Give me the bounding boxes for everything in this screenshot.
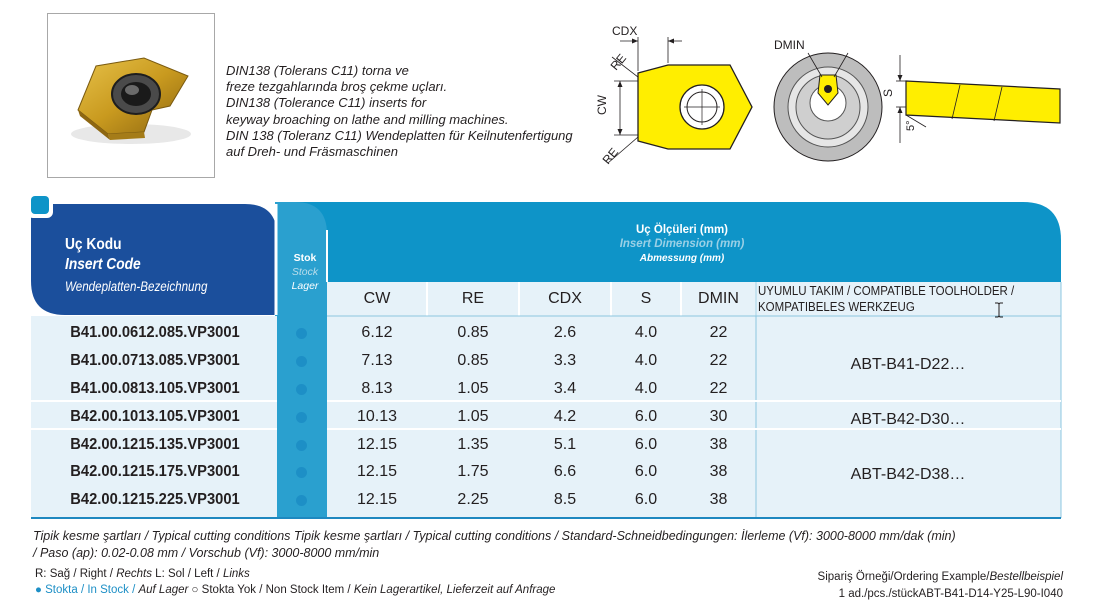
dimension-cell-cdx: 6.6: [553, 463, 577, 480]
ordering-example-code: 1 ad./pcs./stückABT-B41-D14-Y25-L90-I040: [838, 588, 1063, 600]
dimension-cell-cdx: 3.4: [553, 380, 577, 397]
dimension-cell-dmin: 22: [709, 324, 728, 341]
in-stock-dot-icon: [296, 384, 307, 395]
dmin-label: DMIN: [774, 38, 805, 52]
dimension-cell-s: 6.0: [634, 408, 658, 425]
toolholder-header-line: KOMPATIBELES WERKZEUG: [758, 300, 915, 314]
product-photo: [47, 13, 215, 178]
legend-text: ● Stokta / In Stock /: [35, 584, 139, 596]
dimension-cell-re: 1.05: [457, 380, 489, 397]
legend-direction: [35, 568, 250, 580]
dimension-cell-s: 4.0: [634, 352, 658, 369]
dimension-cell-re: 0.85: [457, 352, 489, 369]
cutting-conditions-line: Tipik kesme şartları / Typical cutting conditions Tipik kesme şartları / Typical cutting conditions / Standard-Schneidbedingungen: İlerleme (Vf): 3000-8000 mm/dak (min): [33, 529, 956, 543]
dimension-cell-dmin: 22: [709, 380, 728, 397]
toolholder-header-line: UYUMLU TAKIM / COMPATIBLE TOOLHOLDER /: [758, 284, 1015, 298]
dimension-cell-dmin: 38: [709, 463, 728, 480]
code-header-tr: Uç Kodu: [65, 236, 122, 253]
dimension-cell-s: 4.0: [634, 324, 658, 341]
insert-code-cell: B42.00.1215.135.VP3001: [70, 436, 240, 453]
in-stock-dot-icon: [296, 440, 307, 451]
dimension-header-de: Abmessung (mm): [639, 253, 725, 264]
legend-text: Kein Lagerartikel, Lieferzeit auf Anfrage: [353, 584, 556, 596]
insert-code-cell: B42.00.1215.175.VP3001: [70, 463, 240, 480]
legend-stock: [35, 584, 555, 596]
code-header-de: Wendeplatten-Bezeichnung: [65, 279, 208, 294]
in-stock-dot-icon: [296, 495, 307, 506]
column-header-cdx: CDX: [548, 290, 582, 307]
re-label-bottom: RE: [599, 145, 622, 167]
stock-header-de: Lager: [291, 280, 319, 292]
description-line: freze tezgahlarında broş çekme uçları.: [226, 79, 448, 95]
s-label: S: [881, 88, 895, 97]
dimension-cell-dmin: 22: [709, 352, 728, 369]
ordering-title-text: Sipariş Örneği/Ordering Example/: [817, 571, 990, 583]
in-stock-dot-icon: [296, 467, 307, 478]
insert-code-cell: B42.00.1013.105.VP3001: [70, 408, 240, 425]
dimension-cell-cdx: 3.3: [553, 352, 577, 369]
corner-icon: [27, 192, 53, 218]
column-header-re: RE: [461, 290, 485, 307]
dimension-cell-re: 2.25: [457, 491, 489, 508]
description-line: DIN138 (Tolerance C11) inserts for: [226, 95, 427, 111]
dimension-cell-s: 6.0: [634, 436, 658, 453]
dimension-cell-re: 1.75: [457, 463, 489, 480]
dimension-cell-dmin: 38: [709, 491, 728, 508]
description-line: auf Dreh- und Fräsmaschinen: [226, 144, 398, 160]
in-stock-dot-icon: [296, 356, 307, 367]
column-header-s: S: [640, 290, 652, 307]
code-header-en: Insert Code: [65, 256, 141, 273]
dimension-cell-s: 4.0: [634, 380, 658, 397]
insert-top-view-drawing: [608, 37, 752, 163]
insert-photo-illustration: [48, 14, 214, 177]
legend-text: ○ Stokta Yok / Non Stock Item /: [188, 584, 354, 596]
dimension-cell-cdx: 5.1: [553, 436, 577, 453]
legend-text: Rechts: [116, 568, 152, 580]
insert-code-cell: B41.00.0612.085.VP3001: [70, 324, 240, 341]
dimension-cell-cw: 6.12: [361, 324, 393, 341]
insert-code-cell: B41.00.0713.085.VP3001: [70, 352, 240, 369]
toolholder-cell: ABT-B42-D30…: [850, 411, 966, 428]
dimension-cell-cw: 10.13: [356, 408, 398, 425]
text-cursor-icon: [994, 302, 1004, 318]
column-header-dmin: DMIN: [698, 290, 739, 307]
product-description: [226, 63, 606, 160]
column-header-cw: CW: [363, 290, 391, 307]
dimension-cell-dmin: 30: [709, 408, 728, 425]
description-line: keyway broaching on lathe and milling machines.: [226, 111, 509, 127]
bore-view-drawing: [774, 53, 882, 161]
in-stock-dot-icon: [296, 412, 307, 423]
in-stock-dot-icon: [296, 328, 307, 339]
dimension-cell-re: 0.85: [457, 324, 489, 341]
insert-side-view-drawing: [896, 55, 1060, 143]
dimension-cell-re: 1.05: [457, 408, 489, 425]
dimension-cell-cw: 8.13: [361, 380, 393, 397]
dimension-cell-cdx: 8.5: [553, 491, 577, 508]
toolholder-header: [758, 283, 1034, 315]
angle-label: 5°: [905, 120, 917, 131]
cdx-label: CDX: [612, 24, 638, 38]
dimension-cell-cdx: 2.6: [553, 324, 577, 341]
ordering-title-text: Bestellbeispiel: [989, 571, 1063, 583]
insert-code-cell: B41.00.0813.105.VP3001: [70, 380, 240, 397]
dimension-cell-cw: 7.13: [361, 352, 393, 369]
legend-text: R: Sağ / Right /: [35, 568, 117, 580]
toolholder-cell: ABT-B42-D38…: [850, 466, 966, 483]
description-line: DIN 138 (Toleranz C11) Wendeplatten für Keilnutenfertigung: [226, 127, 573, 143]
dimension-cell-cw: 12.15: [356, 436, 398, 453]
cutting-conditions-line: / Paso (ap): 0.02-0.08 mm / Vorschub (Vf): 3000-8000 mm/min: [33, 546, 380, 560]
description-line: DIN138 (Tolerans C11) torna ve: [226, 63, 409, 78]
stock-header-tr: Stok: [293, 252, 317, 264]
legend-text: L: Sol / Left /: [151, 568, 223, 580]
dimension-cell-cw: 12.15: [356, 491, 398, 508]
dimension-cell-cdx: 4.2: [553, 408, 577, 425]
dimension-cell-re: 1.35: [457, 436, 489, 453]
dimension-cell-dmin: 38: [709, 436, 728, 453]
dimension-cell-s: 6.0: [634, 463, 658, 480]
stock-header-en: Stock: [291, 266, 319, 278]
cutting-conditions: [33, 528, 1083, 562]
toolholder-cell: ABT-B41-D22…: [850, 356, 966, 373]
dimension-header-en: Insert Dimension (mm): [619, 238, 745, 250]
dimension-cell-cw: 12.15: [356, 463, 398, 480]
technical-drawings: [590, 15, 1070, 185]
insert-code-cell: B42.00.1215.225.VP3001: [70, 491, 240, 508]
legend-text: Auf Lager: [138, 584, 189, 596]
legend-text: Links: [222, 568, 250, 580]
dimension-cell-s: 6.0: [634, 491, 658, 508]
re-label-top: RE: [607, 51, 630, 73]
cw-label: CW: [595, 95, 609, 115]
ordering-example-title: [818, 571, 1063, 583]
dimension-header-tr: Uç Ölçüleri (mm): [635, 224, 729, 236]
